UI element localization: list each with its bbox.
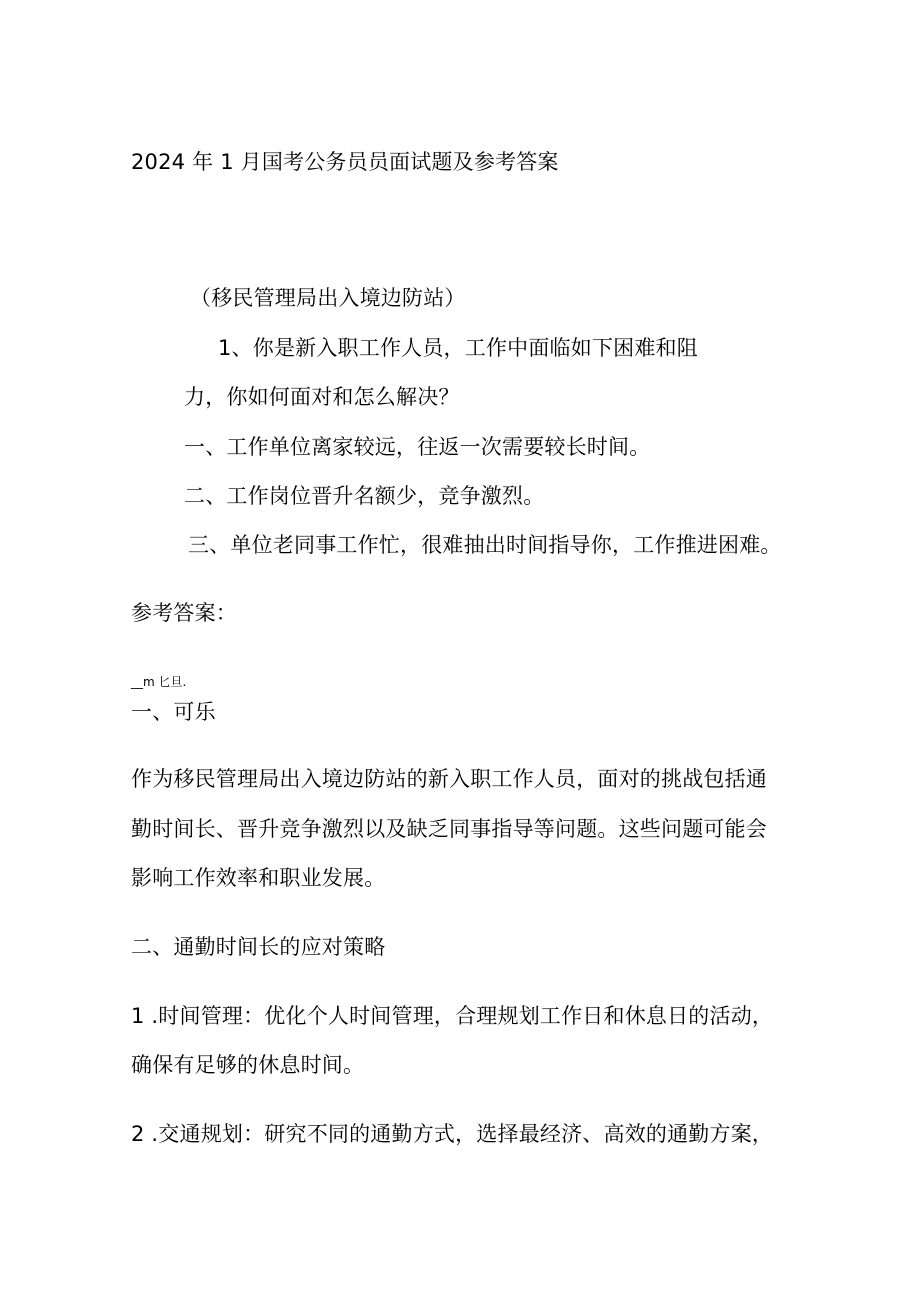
section-1-paragraph-line: 作为移民管理局出入境边防站的新入职工作人员，面对的挑战包括通 [131,767,767,791]
section-2-item-1-line: 确保有足够的休息时间。 [131,1053,365,1077]
condition-2: 二、工作岗位晋升名额少，竞争激烈。 [184,484,545,508]
question-line-2: 力，你如何面对和怎么解决？ [184,385,460,409]
section-1-heading: 一、可乐 [131,700,216,724]
document-title: 2024 年 1 月国考公务员员面试题及参考答案 [131,150,559,174]
condition-3: 三、单位老同事工作忙，很难抽出时间指导你，工作推进困难。 [188,533,782,557]
section-1-paragraph-line: 影响工作效率和职业发展。 [131,866,386,890]
condition-1: 一、工作单位离家较远，往返一次需要较长时间。 [184,435,651,459]
answer-label: 参考答案： [131,601,237,625]
section-2-item-1-line: 1 .时间管理：优化个人时间管理，合理规划工作日和休息日的活动， [131,1004,774,1028]
stray-mark: __m 匕旦. [131,675,187,689]
section-1-paragraph-line: 勤时间长、晋升竞争激烈以及缺乏同事指导等问题。这些问题可能会 [131,817,767,841]
question-line-1: 1、你是新入职工作人员，工作中面临如下困难和阻 [218,336,698,360]
station-subtitle: （移民管理局出入境边防站） [190,286,466,310]
section-2-item-2-line: 2 .交通规划：研究不同的通勤方式，选择最经济、高效的通勤方案， [131,1122,774,1146]
section-2-heading: 二、通勤时间长的应对策略 [131,935,386,959]
